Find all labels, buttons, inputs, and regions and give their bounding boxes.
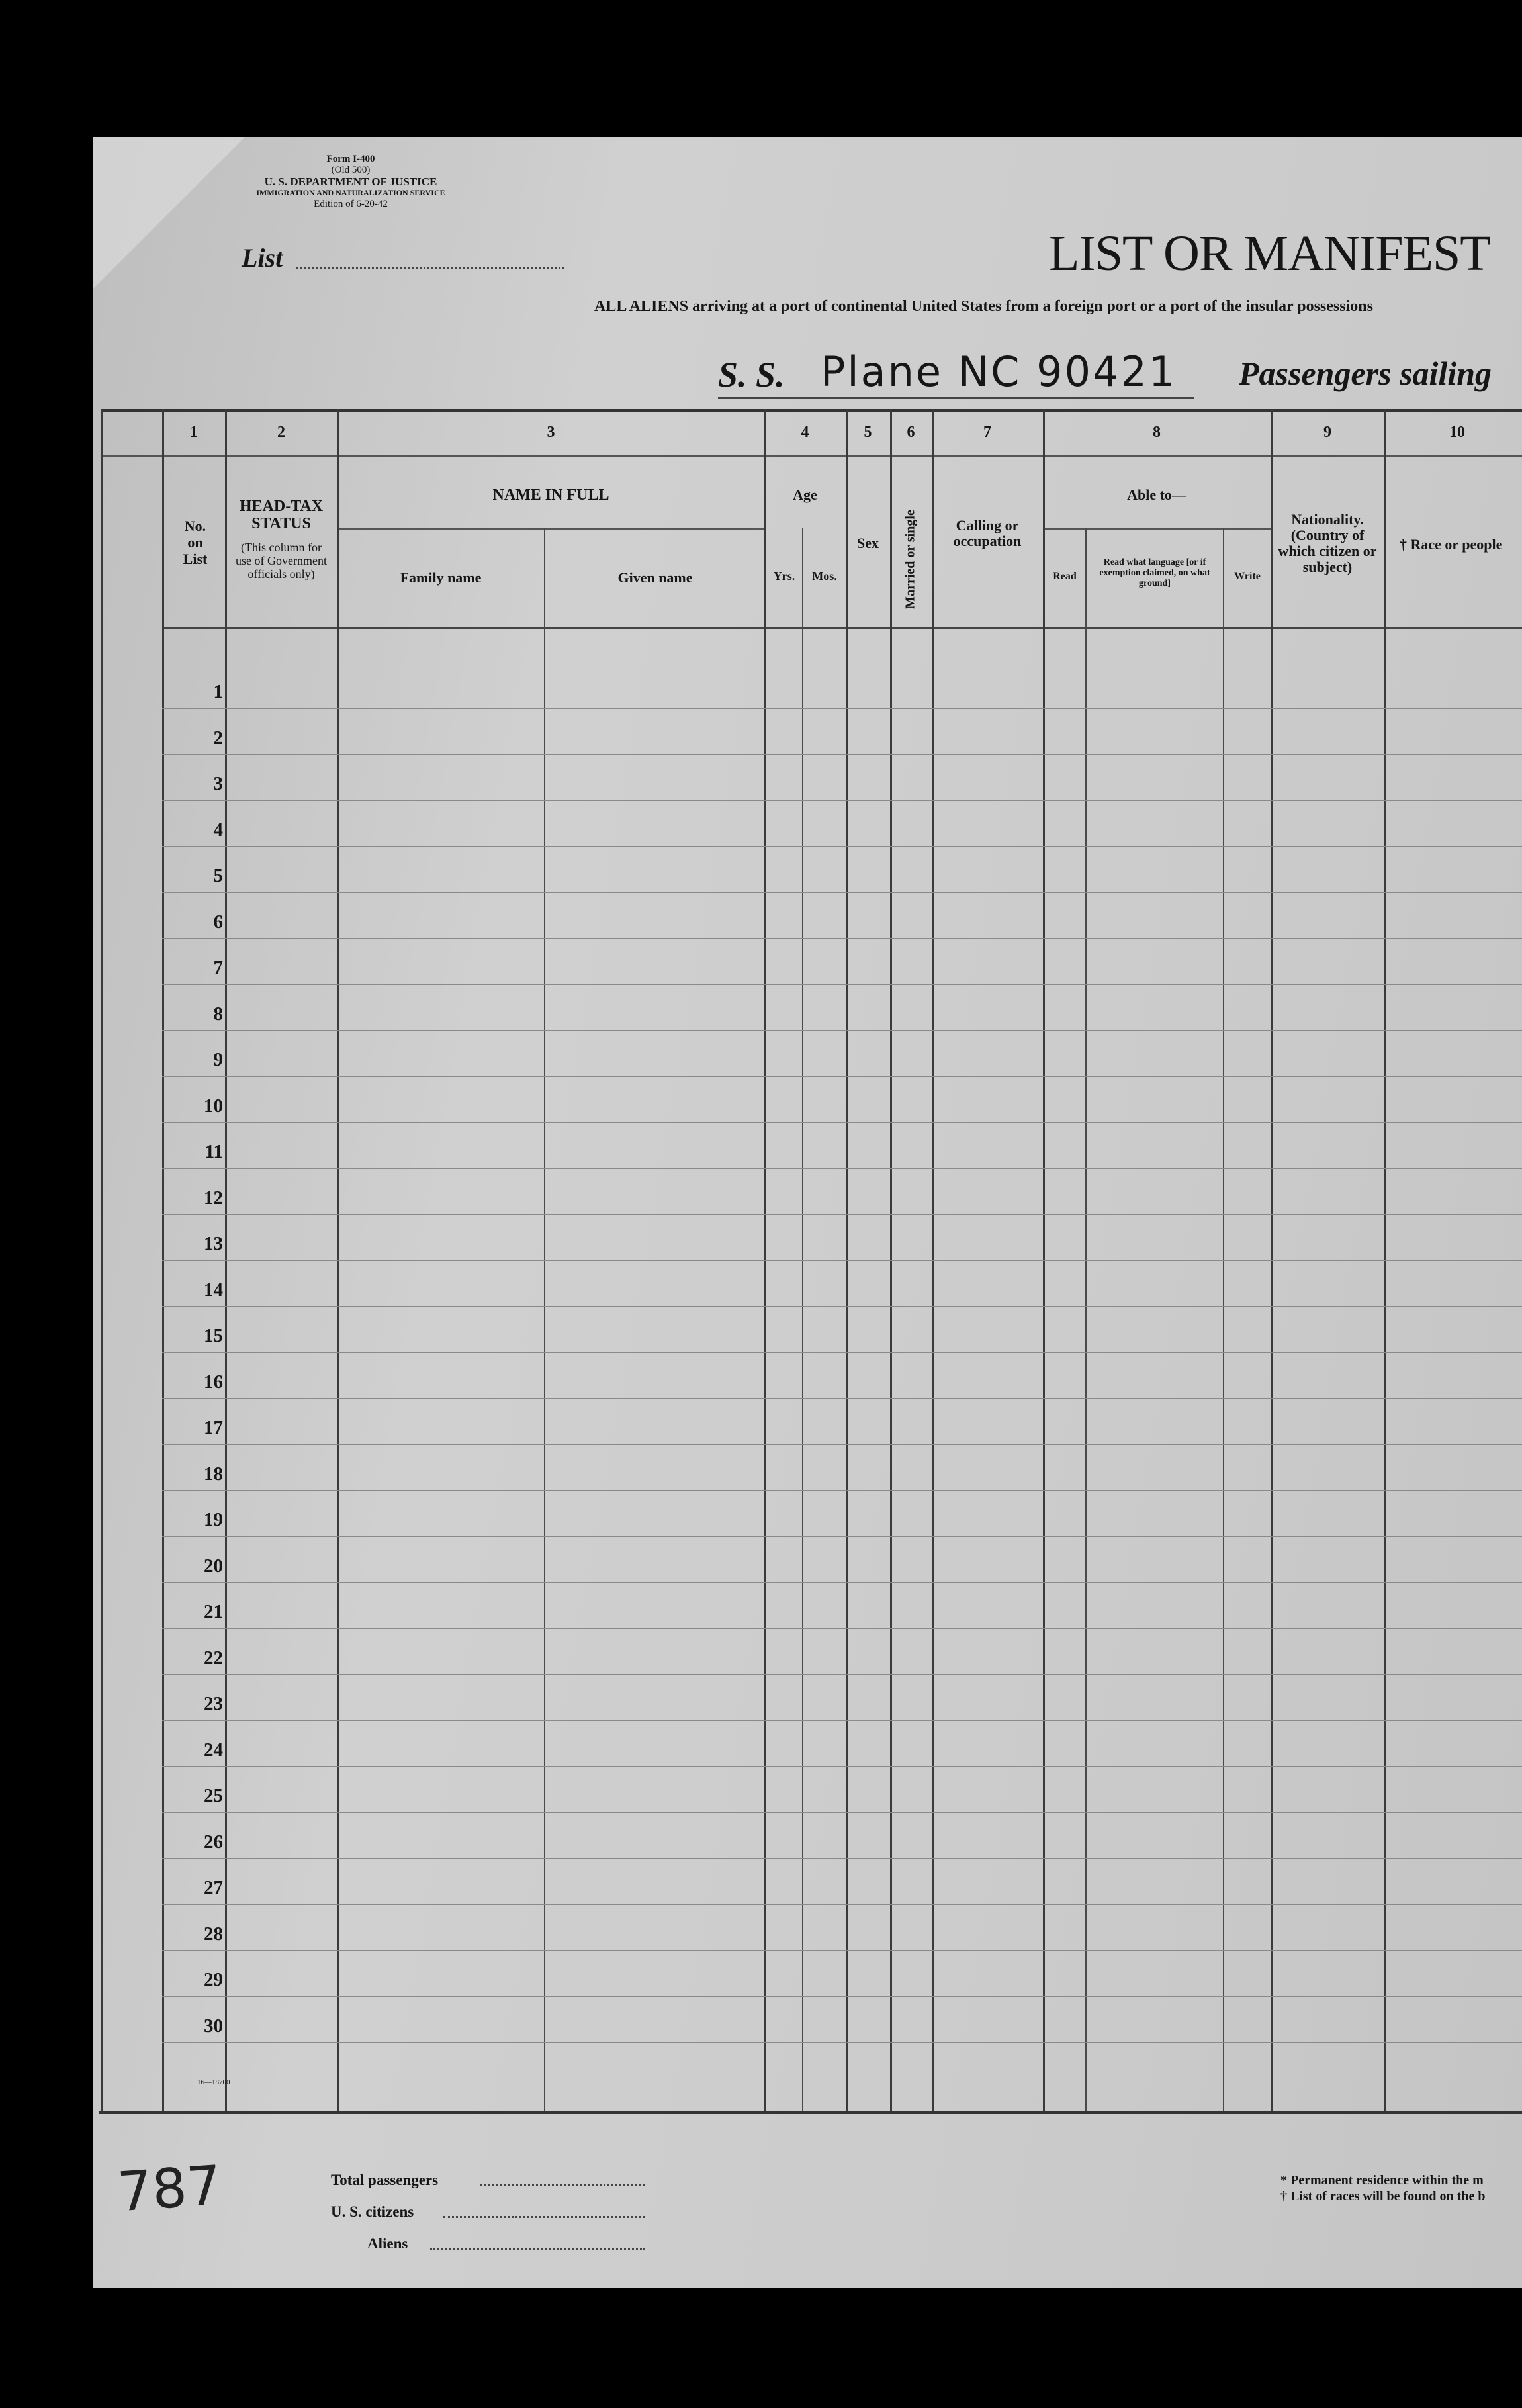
- row-number: 24: [204, 1739, 223, 1761]
- list-line: [296, 267, 564, 269]
- footnote-permanent: * Permanent residence within the m: [1280, 2173, 1484, 2188]
- header-name-in-full: NAME IN FULL: [492, 486, 609, 504]
- row-rule: [162, 1076, 1522, 1077]
- row-rule: [162, 1858, 1522, 1859]
- row-number: 6: [213, 911, 223, 933]
- edition: Edition of 6-20-42: [314, 199, 388, 209]
- service: IMMIGRATION AND NATURALIZATION SERVICE: [256, 188, 445, 197]
- form-header: [218, 154, 483, 210]
- vessel-name: Plane NC 90421: [821, 347, 1177, 396]
- row-number: 2: [213, 727, 223, 749]
- handwritten-number: 787: [115, 2154, 224, 2225]
- header-family-name: Family name: [400, 569, 482, 586]
- row-rule: [162, 1168, 1522, 1169]
- row-rule: [162, 1904, 1522, 1905]
- vline-outer-left: [101, 409, 103, 2111]
- row-number: 7: [213, 957, 223, 978]
- row-rule: [162, 1766, 1522, 1767]
- row-number: 10: [204, 1095, 223, 1117]
- header-head-tax-note: (This column for use of Government officials only): [236, 541, 327, 580]
- header-calling: Calling or occupation: [953, 517, 1022, 549]
- subtitle: ALL ALIENS arriving at a port of continental United States from a foreign port or a port of the insular possessions: [594, 298, 1373, 315]
- row-rule: [162, 754, 1522, 755]
- col-num-1: 1: [189, 424, 198, 441]
- row-rule: [162, 1582, 1522, 1583]
- vessel-suffix: Passengers sailing: [1239, 355, 1492, 392]
- manifest-paper: [93, 137, 1522, 2288]
- col-num-8: 8: [1153, 424, 1161, 441]
- row-number: 14: [204, 1279, 223, 1301]
- row-number: 25: [204, 1785, 223, 1806]
- print-code: 16—18700: [197, 2078, 230, 2086]
- row-number: 17: [204, 1417, 223, 1438]
- row-number: 27: [204, 1877, 223, 1898]
- row-number: 4: [213, 819, 223, 841]
- header-head-tax: HEAD-TAX STATUS: [239, 498, 324, 532]
- row-rule: [162, 1720, 1522, 1721]
- row-number: 22: [204, 1647, 223, 1669]
- row-number: 28: [204, 1923, 223, 1945]
- header-age: Age: [793, 486, 817, 503]
- page-title: LIST OR MANIFEST: [1049, 226, 1490, 281]
- row-rule: [162, 1260, 1522, 1261]
- row-number: 21: [204, 1601, 223, 1622]
- row-number: 16: [204, 1371, 223, 1393]
- row-rule: [162, 938, 1522, 939]
- table-bottom-border: [99, 2111, 1522, 2114]
- row-number: 3: [213, 773, 223, 794]
- department: U. S. DEPARTMENT OF JUSTICE: [264, 175, 437, 188]
- vessel-underline: [718, 397, 1194, 399]
- row-rule: [162, 1536, 1522, 1537]
- row-number: 19: [204, 1509, 223, 1530]
- row-rule: [162, 800, 1522, 801]
- us-citizens-line: [443, 2216, 645, 2218]
- header-no-on-list: No. on List: [183, 518, 208, 567]
- row-number: 29: [204, 1969, 223, 1990]
- row-rule: [162, 984, 1522, 985]
- name-age-sub-line: [337, 528, 766, 530]
- vessel-prefix: S. S.: [718, 355, 785, 394]
- row-rule: [162, 2042, 1522, 2043]
- row-rule: [162, 708, 1522, 709]
- row-rule: [162, 1398, 1522, 1399]
- row-number: 18: [204, 1463, 223, 1485]
- col-num-4: 4: [801, 424, 809, 441]
- row-number: 15: [204, 1325, 223, 1346]
- header-sex: Sex: [857, 535, 879, 551]
- row-number: 8: [213, 1003, 223, 1025]
- row-rule: [162, 1950, 1522, 1951]
- col-num-9: 9: [1323, 424, 1331, 441]
- header-write: Write: [1234, 571, 1261, 582]
- col-num-3: 3: [547, 424, 555, 441]
- col-num-6: 6: [907, 424, 915, 441]
- row-number: 23: [204, 1693, 223, 1714]
- header-able-to: Able to—: [1127, 486, 1186, 503]
- row-number: 1: [213, 681, 223, 702]
- header-yrs: Yrs.: [773, 569, 795, 582]
- row-rule: [162, 1352, 1522, 1353]
- row-rule: [162, 1306, 1522, 1307]
- row-number: 20: [204, 1555, 223, 1577]
- row-rule: [162, 1490, 1522, 1491]
- vline-write: [1223, 528, 1224, 2111]
- total-passengers-line: [480, 2184, 645, 2186]
- header-given-name: Given name: [617, 569, 693, 586]
- row-number: 26: [204, 1831, 223, 1853]
- row-rule: [162, 1628, 1522, 1629]
- form-number: Form I-400: [326, 154, 375, 164]
- row-rule: [162, 892, 1522, 893]
- able-sub-line: [1044, 528, 1273, 530]
- header-read: Read: [1053, 571, 1077, 582]
- col-num-5: 5: [864, 424, 872, 441]
- row-number: 11: [204, 1141, 223, 1162]
- row-rule: [162, 846, 1522, 847]
- header-race: † Race or people: [1400, 536, 1503, 553]
- col-num-2: 2: [277, 424, 285, 441]
- us-citizens-label: U. S. citizens: [331, 2203, 414, 2220]
- header-nationality: Nationality. (Country of which citizen or subject): [1278, 511, 1377, 575]
- row-number: 30: [204, 2015, 223, 2037]
- row-rule: [162, 1444, 1522, 1445]
- footnote-races: † List of races will be found on the b: [1280, 2189, 1486, 2203]
- vline-yrs-mos: [802, 528, 803, 2111]
- col-num-10: 10: [1449, 424, 1465, 441]
- header-read-language: Read what language [or if exemption claimed, on what ground]: [1099, 557, 1210, 588]
- vline-family-given: [544, 528, 545, 2111]
- row-rule: [162, 1214, 1522, 1215]
- aliens-line: [430, 2248, 645, 2250]
- row-number: 9: [213, 1049, 223, 1070]
- vline-read: [1085, 528, 1087, 2111]
- old-number: (Old 500): [331, 165, 371, 175]
- header-mos: Mos.: [812, 569, 837, 582]
- row-rule: [162, 1030, 1522, 1031]
- row-number: 12: [204, 1187, 223, 1209]
- col-num-7: 7: [983, 424, 991, 441]
- row-number: 13: [204, 1233, 223, 1254]
- total-passengers-label: Total passengers: [331, 2172, 439, 2188]
- row-number: 5: [213, 865, 223, 886]
- row-rule: [162, 1674, 1522, 1675]
- column-number-line: [103, 455, 1522, 457]
- aliens-label: Aliens: [367, 2235, 408, 2252]
- row-rule: [162, 1996, 1522, 1997]
- row-rule: [162, 1812, 1522, 1813]
- row-rule: [162, 1122, 1522, 1123]
- list-label: List: [242, 243, 283, 273]
- table-top-border: [103, 409, 1522, 412]
- header-married: Married or single: [903, 510, 918, 609]
- header-bottom-line: [162, 627, 1522, 629]
